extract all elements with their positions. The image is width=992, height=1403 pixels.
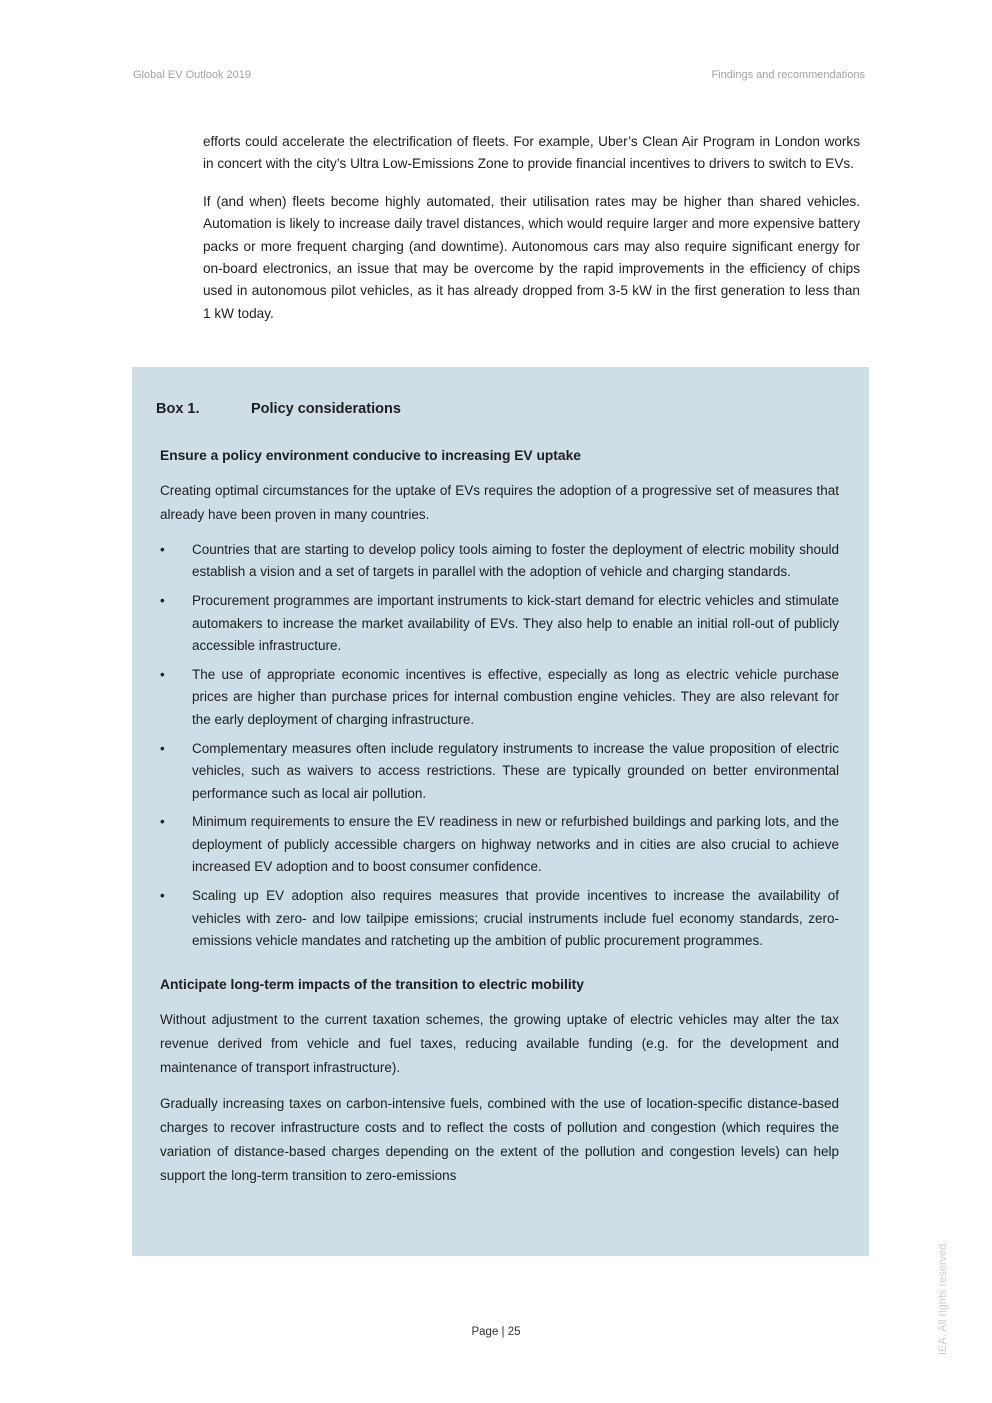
box-body bbox=[160, 445, 839, 1200]
intro-paragraph-1: efforts could accelerate the electrification of fleets. For example, Uber’s Clean Air Program in London works in concert with the city’s Ultra Low-Emissions Zone to provide financial incentives to drivers to switch to EVs. bbox=[203, 134, 860, 172]
list-item bbox=[160, 539, 839, 584]
list-item bbox=[160, 664, 839, 731]
list-item bbox=[160, 811, 839, 878]
list-item-text: Procurement programmes are important instruments to kick-start demand for electric vehicles and stimulate automakers to increase the market availability of EVs. They also help to enable an initial roll-out of publicly accessible infrastructure. bbox=[192, 593, 839, 654]
intro-text bbox=[203, 131, 860, 340]
bullet-icon: • bbox=[160, 814, 165, 830]
box-number: Box 1. bbox=[156, 401, 200, 417]
page-number: Page | 25 bbox=[471, 1326, 521, 1338]
policy-box bbox=[132, 367, 869, 1256]
policy-bullet-list bbox=[160, 539, 839, 952]
list-item bbox=[160, 738, 839, 805]
running-header-title: Global EV Outlook 2019 bbox=[133, 69, 252, 81]
running-header-section: Findings and recommendations bbox=[711, 69, 865, 81]
list-item bbox=[160, 885, 839, 952]
section-intro: Creating optimal circumstances for the uptake of EVs requires the adoption of a progressive set of measures that already have been proven in many countries. bbox=[160, 483, 839, 522]
rights-notice: IEA. All rights reserved. bbox=[937, 1240, 949, 1355]
section-paragraph-1: Without adjustment to the current taxation schemes, the growing uptake of electric vehicles may alter the tax revenue derived from vehicle and fuel taxes, reducing available funding (e.g. for the development and maintenance of transport infrastructure). bbox=[160, 1012, 839, 1076]
list-item-text: Complementary measures often include regulatory instruments to increase the value proposition of electric vehicles, such as waivers to access restrictions. These are typically grounded on better environmental performance such as local air pollution. bbox=[192, 740, 839, 801]
intro-paragraph-2: If (and when) fleets become highly automated, their utilisation rates may be higher than shared vehicles. Automation is likely to increase daily travel distances, which would require larger and more expensive battery packs or more frequent charging (and downtime). Autonomous cars may also require significant energy for on-board electronics, an issue that may be overcome by the rapid improvements in the efficiency of chips used in autonomous pilot vehicles, as it has already dropped from 3-5 kW in the first generation to less than 1 kW today. bbox=[203, 193, 860, 321]
box-title bbox=[156, 401, 401, 417]
bullet-icon: • bbox=[160, 667, 165, 683]
list-item bbox=[160, 590, 839, 657]
bullet-icon: • bbox=[160, 542, 165, 557]
section-heading-2: Anticipate long-term impacts of the transition to electric mobility bbox=[160, 977, 584, 993]
section-paragraph-2: Gradually increasing taxes on carbon-intensive fuels, combined with the use of location-specific distance-based charges to recover infrastructure costs and to reflect the costs of pollution and congestion (which requires the variation of distance-based charges depending on the extent of the pollution and congestion levels) can help support the long-term transition to zero-emissions bbox=[160, 1096, 839, 1184]
list-item-text: Scaling up EV adoption also requires measures that provide incentives to increase the availability of vehicles with zero- and low tailpipe emissions; crucial instruments include fuel economy standards, zero-emissions vehicle mandates and ratcheting up the ambition of public procurement programmes. bbox=[192, 888, 839, 948]
bullet-icon: • bbox=[160, 740, 165, 756]
bullet-icon: • bbox=[160, 888, 165, 904]
section-heading-1: Ensure a policy environment conducive to increasing EV uptake bbox=[160, 448, 581, 463]
box-title-text: Policy considerations bbox=[251, 401, 401, 417]
list-item-text: Minimum requirements to ensure the EV readiness in new or refurbished buildings and parking lots, and the deployment of publicly accessible chargers on highway networks and in cities are also crucial to achieve increased EV adoption and to boost consumer confidence. bbox=[192, 814, 839, 875]
bullet-icon: • bbox=[160, 593, 165, 609]
list-item-text: Countries that are starting to develop policy tools aiming to foster the deployment of electric mobility should establish a vision and a set of targets in parallel with the adoption of vehicle and charging standards. bbox=[192, 542, 839, 580]
list-item-text: The use of appropriate economic incentives is effective, especially as long as electric vehicle purchase prices are higher than purchase prices for internal combustion engine vehicles. They are also relevant for the early deployment of charging infrastructure. bbox=[192, 667, 839, 727]
